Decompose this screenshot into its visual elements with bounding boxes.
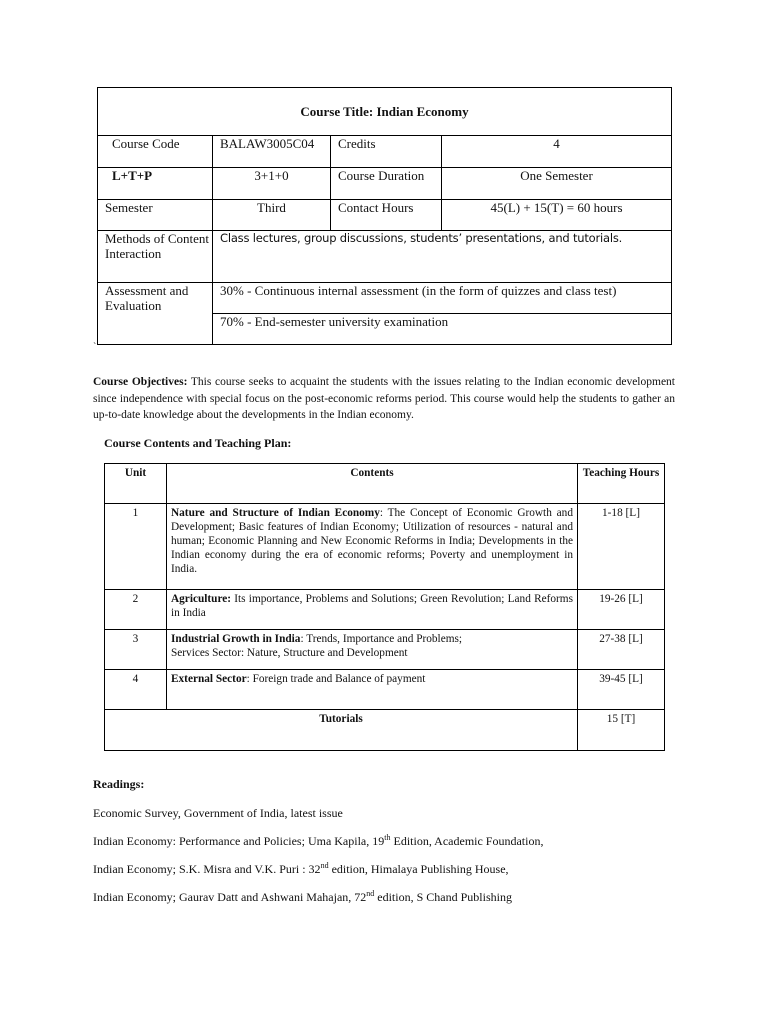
reading-item [93, 806, 343, 821]
unit-hours: 19-26 [L] [578, 590, 665, 630]
unit-number: 1 [105, 504, 167, 590]
table-row [105, 710, 665, 751]
ltp-value: 3+1+0 [213, 168, 331, 200]
objectives-text: This course seeks to acquaint the students with the issues relating to the Indian economic development since independence with special focus on the post-economic reforms period. This course would help the students to gather an up-to-date knowledge about the developments in the Indian economy. [93, 376, 675, 421]
unit-title: Nature and Structure of Indian Economy [171, 507, 380, 519]
course-info-table [97, 87, 672, 345]
table-row [105, 590, 665, 630]
assessment-external: 70% - End-semester university examination [213, 314, 672, 345]
unit-title: Agriculture: [171, 593, 232, 605]
reading-text-end: Edition, Academic Foundation, [390, 834, 544, 848]
assessment-internal: 30% - Continuous internal assessment (in the form of quizzes and class test) [213, 283, 672, 314]
methods-label: Methods of Content Interaction [98, 231, 213, 283]
reading-ordinal: nd [366, 889, 375, 898]
unit-hours: 39-45 [L] [578, 670, 665, 710]
teaching-plan-table [104, 463, 665, 751]
unit-text: : Foreign trade and Balance of payment [246, 673, 426, 685]
semester-value: Third [213, 200, 331, 231]
ltp-label: L+T+P [98, 168, 213, 200]
unit-title: Industrial Growth in India [171, 633, 301, 645]
semester-label: Semester [98, 200, 213, 231]
table-row [105, 630, 665, 670]
unit-text: Its importance, Problems and Solutions; Green Revolution; Land Reforms in India [171, 593, 573, 619]
tutorials-label: Tutorials [105, 710, 578, 751]
reading-text: Indian Economy; Gaurav Datt and Ashwani Mahajan, 72 [93, 890, 367, 904]
course-code-value: BALAW3005C04 [213, 136, 331, 168]
reading-text: Indian Economy: Performance and Policies; Uma Kapila, 19 [93, 834, 385, 848]
reading-ordinal: nd [320, 861, 329, 870]
credits-label: Credits [331, 136, 442, 168]
unit-text: : Trends, Importance and Problems; [300, 633, 463, 645]
reading-text-end: edition, Himalaya Publishing House, [328, 862, 509, 876]
reading-item [93, 862, 509, 877]
unit-text: : The Concept of Economic Growth and Development; Basic features of Indian Economy; Utilization of resources - natural and human; Economic Planning and New Economic Reforms in India; Developments in the Indian economy during the era of economic reforms; Poverty and unemployment in India. [171, 507, 573, 575]
course-code-label: Course Code [98, 136, 213, 168]
assessment-label: Assessment and Evaluation [98, 283, 213, 345]
objectives-label: Course Objectives: [93, 376, 188, 388]
unit-contents [167, 670, 578, 710]
duration-label: Course Duration [331, 168, 442, 200]
unit-title: External Sector [171, 673, 247, 685]
unit-number: 2 [105, 590, 167, 630]
course-objectives [93, 374, 675, 424]
unit-contents [167, 504, 578, 590]
contents-heading: Course Contents and Teaching Plan: [104, 436, 292, 450]
contact-hours-label: Contact Hours [331, 200, 442, 231]
tutorials-hours: 15 [T] [578, 710, 665, 751]
reading-text: Indian Economy; S.K. Misra and V.K. Puri : 32 [93, 862, 321, 876]
table-row [105, 504, 665, 590]
stray-mark: ` [93, 342, 97, 353]
credits-value: 4 [442, 136, 672, 168]
header-unit: Unit [105, 464, 167, 504]
header-hours: Teaching Hours [578, 464, 665, 504]
reading-ordinal: th [384, 833, 391, 842]
readings-heading: Readings: [93, 777, 145, 791]
reading-item [93, 834, 543, 849]
course-title: Course Title: Indian Economy [98, 88, 672, 136]
methods-value: Class lectures, group discussions, students’ presentations, and tutorials. [213, 231, 672, 283]
unit-hours: 27-38 [L] [578, 630, 665, 670]
unit-text-secondary: Services Sector: Nature, Structure and Development [171, 647, 408, 659]
reading-text: Economic Survey, Government of India, latest issue [93, 806, 343, 820]
contact-hours-value: 45(L) + 15(T) = 60 hours [442, 200, 672, 231]
table-row [105, 670, 665, 710]
unit-hours: 1-18 [L] [578, 504, 665, 590]
header-contents: Contents [167, 464, 578, 504]
duration-value: One Semester [442, 168, 672, 200]
unit-number: 3 [105, 630, 167, 670]
reading-text-end: edition, S Chand Publishing [374, 890, 512, 904]
unit-contents [167, 590, 578, 630]
unit-contents [167, 630, 578, 670]
reading-item [93, 890, 512, 905]
unit-number: 4 [105, 670, 167, 710]
